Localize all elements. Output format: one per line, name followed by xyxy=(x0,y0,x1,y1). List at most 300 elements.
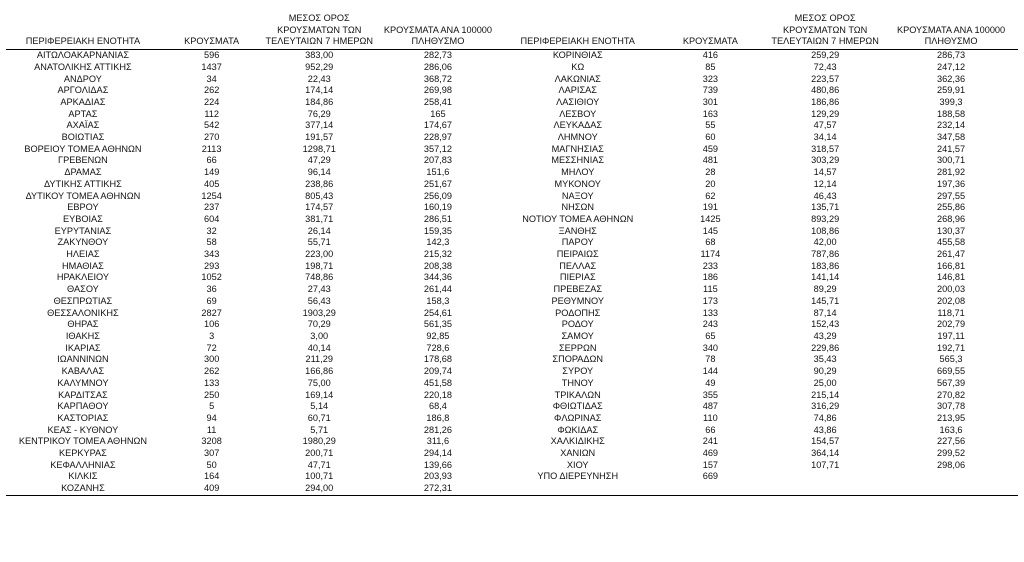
right-region-cell: ΥΠΟ ΔΙΕΡΕΥΝΗΣΗ xyxy=(537,471,619,482)
header-per100k-line-2: ΠΛΗΘΥΣΜΟ xyxy=(411,36,465,47)
right-region-cell: ΚΩ xyxy=(571,61,585,72)
right-region-cell: ΣΕΡΡΩΝ xyxy=(558,342,597,353)
table-row xyxy=(6,308,1018,320)
left-avg-7day-cell: 200,71 xyxy=(305,448,334,459)
left-avg-7day-cell: 184,86 xyxy=(305,96,334,107)
left-per100k-cell: 254,61 xyxy=(423,307,452,318)
right-per100k-cell: 163,6 xyxy=(939,424,963,435)
right-cases-cell: 481 xyxy=(702,155,719,166)
right-cases-cell: 78 xyxy=(705,354,716,365)
right-per100k-cell: 298,06 xyxy=(937,459,966,470)
right-cases-cell: 487 xyxy=(702,401,719,412)
table-body xyxy=(6,50,1018,496)
left-cases-cell: 224 xyxy=(203,96,220,107)
right-avg-7day-cell: 129,29 xyxy=(811,108,840,119)
left-avg-7day-cell: 211,29 xyxy=(305,354,333,365)
left-region-cell: ΚΕΝΤΡΙΚΟΥ ΤΟΜΕΑ ΑΘΗΝΩΝ xyxy=(18,436,147,447)
left-per100k-cell: 282,73 xyxy=(423,50,452,61)
right-cases-cell: 1174 xyxy=(700,249,721,260)
left-avg-7day-cell: 56,43 xyxy=(307,295,331,306)
right-cases-cell: 1425 xyxy=(700,213,721,224)
left-avg-7day-cell: 5,71 xyxy=(310,424,329,435)
left-per100k-cell: 561,35 xyxy=(423,319,452,330)
left-region-cell: ΚΑΡΔΙΤΣΑΣ xyxy=(58,389,108,400)
table-row xyxy=(6,50,1018,62)
right-per100k-cell: 362,36 xyxy=(937,73,966,84)
right-cases-cell: 110 xyxy=(703,412,718,423)
right-per100k-cell: 399,3 xyxy=(939,96,963,107)
left-per100k-cell: 258,41 xyxy=(423,96,452,107)
left-avg-7day-cell: 174,14 xyxy=(305,85,334,96)
right-avg-7day-cell: 74,86 xyxy=(813,412,837,423)
right-region-cell: ΝΟΤΙΟΥ ΤΟΜΕΑ ΑΘΗΝΩΝ xyxy=(522,213,634,224)
left-cases-cell: 72 xyxy=(206,342,217,353)
left-cases-cell: 66 xyxy=(206,155,217,166)
header-avg-left xyxy=(263,13,375,50)
right-cases-cell: 145 xyxy=(702,225,719,236)
right-avg-7day-cell: 14,57 xyxy=(813,167,837,178)
header-avg-line-3: ΤΕΛΕΥΤΑΙΩΝ 7 ΗΜΕΡΩΝ xyxy=(771,36,879,47)
left-region-cell: ΗΡΑΚΛΕΙΟΥ xyxy=(56,272,109,283)
left-per100k-cell: 207,83 xyxy=(423,155,452,166)
header-cases-right: ΚΡΟΥΣΜΑΤΑ xyxy=(655,13,767,50)
left-cases-cell: 2827 xyxy=(201,307,222,318)
left-avg-7day-cell: 383,00 xyxy=(305,50,334,61)
right-avg-7day-cell xyxy=(766,471,884,483)
right-region-cell: ΝΑΞΟΥ xyxy=(561,190,594,201)
left-region-cell: ΑΝΑΤΟΛΙΚΗΣ ΑΤΤΙΚΗΣ xyxy=(34,61,132,72)
right-cases-cell: 233 xyxy=(702,260,719,271)
right-per100k-cell: 247,12 xyxy=(937,61,966,72)
right-avg-7day-cell: 318,57 xyxy=(811,143,840,154)
right-avg-7day-cell: 480,86 xyxy=(811,85,840,96)
right-region-cell: ΛΕΥΚΑΔΑΣ xyxy=(553,120,603,131)
left-region-cell: ΕΥΡΥΤΑΝΙΑΣ xyxy=(54,225,112,236)
left-region-cell: ΘΗΡΑΣ xyxy=(67,319,99,330)
right-avg-7day-cell: 215,14 xyxy=(811,389,840,400)
left-avg-7day-cell: 1903,29 xyxy=(302,307,336,318)
right-cases-cell: 133 xyxy=(702,307,719,318)
left-region-cell: ΚΑΣΤΟΡΙΑΣ xyxy=(57,412,109,423)
left-avg-7day-cell: 174,57 xyxy=(305,202,334,213)
left-avg-7day-cell: 238,86 xyxy=(305,178,334,189)
left-cases-cell: 5 xyxy=(209,401,215,412)
right-cases-cell: 186 xyxy=(702,272,719,283)
left-region-cell: ΗΛΕΙΑΣ xyxy=(66,249,100,260)
right-cases-cell: 144 xyxy=(702,366,719,377)
table-row xyxy=(6,249,1018,261)
right-avg-7day-cell: 108,86 xyxy=(811,225,840,236)
left-per100k-cell: 220,18 xyxy=(423,389,452,400)
left-cases-cell: 149 xyxy=(203,167,220,178)
right-cases-cell: 355 xyxy=(702,389,719,400)
table-row xyxy=(6,483,1018,495)
right-avg-7day-cell xyxy=(766,483,884,495)
right-region-cell: ΣΠΟΡΑΔΩΝ xyxy=(552,354,604,365)
left-cases-cell: 604 xyxy=(203,213,220,224)
left-region-cell: ΑΧΑΪΑΣ xyxy=(66,120,100,131)
left-cases-cell: 3208 xyxy=(201,436,222,447)
table-row xyxy=(6,471,1018,483)
right-avg-7day-cell: 47,57 xyxy=(813,120,837,131)
left-region-cell: ΚΟΖΑΝΗΣ xyxy=(6,483,160,495)
right-per100k-cell: 297,55 xyxy=(937,190,966,201)
left-region-cell: ΚΕΡΚΥΡΑΣ xyxy=(58,448,107,459)
left-cases-cell: 106 xyxy=(203,319,220,330)
left-region-cell: ΘΑΣΟΥ xyxy=(67,284,99,295)
right-avg-7day-cell: 43,29 xyxy=(813,330,837,341)
left-per100k-cell: 368,72 xyxy=(423,73,452,84)
left-per100k-cell: 159,35 xyxy=(423,225,452,236)
right-per100k-cell: 565,3 xyxy=(939,354,963,365)
right-avg-7day-cell: 303,29 xyxy=(811,155,840,166)
left-per100k-cell: 256,09 xyxy=(423,190,452,201)
right-cases-cell: 60 xyxy=(705,132,716,143)
right-region-cell: ΡΕΘΥΜΝΟΥ xyxy=(551,295,604,306)
left-region-cell: ΔΥΤΙΚΟΥ ΤΟΜΕΑ ΑΘΗΝΩΝ xyxy=(25,190,141,201)
table-row xyxy=(6,460,1018,472)
left-avg-7day-cell: 40,14 xyxy=(307,342,331,353)
right-region-cell: ΠΕΙΡΑΙΩΣ xyxy=(556,249,599,260)
right-region-cell: ΣΥΡΟΥ xyxy=(562,366,594,377)
right-per100k-cell xyxy=(884,471,1018,483)
right-per100k-cell: 268,96 xyxy=(937,213,966,224)
left-per100k-cell: 272,31 xyxy=(375,483,501,495)
table-row xyxy=(6,74,1018,86)
right-region-cell: ΞΑΝΘΗΣ xyxy=(558,225,597,236)
right-per100k-cell: 300,71 xyxy=(937,155,966,166)
left-cases-cell: 1052 xyxy=(201,272,222,283)
table-row xyxy=(6,343,1018,355)
header-avg-line-1: ΜΕΣΟΣ ΟΡΟΣ xyxy=(794,13,856,23)
table-row xyxy=(6,436,1018,448)
table-row xyxy=(6,366,1018,378)
left-per100k-cell: 203,93 xyxy=(423,471,452,482)
left-per100k-cell: 344,36 xyxy=(423,272,452,283)
left-avg-7day-cell: 1980,29 xyxy=(302,436,336,447)
header-avg-line-2: ΚΡΟΥΣΜΑΤΩΝ ΤΩΝ xyxy=(277,24,362,35)
left-per100k-cell: 165 xyxy=(430,108,446,119)
left-cases-cell: 94 xyxy=(206,412,217,423)
right-region-cell: ΜΑΓΝΗΣΙΑΣ xyxy=(551,143,604,154)
table-row xyxy=(6,97,1018,109)
right-avg-7day-cell: 42,00 xyxy=(813,237,837,248)
left-region-cell: ΚΕΑΣ - ΚΥΘΝΟΥ xyxy=(47,424,119,435)
right-avg-7day-cell: 893,29 xyxy=(811,213,840,224)
left-region-cell: ΚΕΦΑΛΛΗΝΙΑΣ xyxy=(50,459,116,470)
left-cases-cell: 343 xyxy=(203,249,220,260)
right-region-cell: ΛΕΣΒΟΥ xyxy=(559,108,597,119)
table-row xyxy=(6,144,1018,156)
header-per100k-left xyxy=(375,13,501,50)
header-per100k-right xyxy=(884,13,1018,50)
right-per100k-cell: 227,56 xyxy=(937,436,966,447)
right-region-cell: ΠΑΡΟΥ xyxy=(561,237,594,248)
right-region-cell: ΦΘΙΩΤΙΔΑΣ xyxy=(552,401,603,412)
left-per100k-cell: 151,6 xyxy=(426,167,450,178)
left-per100k-cell: 178,68 xyxy=(423,354,452,365)
right-per100k-cell: 347,58 xyxy=(937,132,966,143)
header-avg-line-1: ΜΕΣΟΣ ΟΡΟΣ xyxy=(288,13,350,23)
right-region-cell: ΣΑΜΟΥ xyxy=(561,330,594,341)
right-avg-7day-cell: 186,86 xyxy=(811,96,840,107)
left-cases-cell: 250 xyxy=(203,389,220,400)
table-row xyxy=(6,214,1018,226)
right-cases-cell: 459 xyxy=(702,143,719,154)
left-region-cell: ΒΟΙΩΤΙΑΣ xyxy=(61,132,105,143)
left-cases-cell: 11 xyxy=(206,424,217,435)
right-per100k-cell: 261,47 xyxy=(937,249,966,260)
right-region-cell: ΜΕΣΣΗΝΙΑΣ xyxy=(551,155,605,166)
right-avg-7day-cell: 107,71 xyxy=(811,459,840,470)
left-per100k-cell: 286,51 xyxy=(423,213,452,224)
right-region-cell: ΤΗΝΟΥ xyxy=(561,377,594,388)
right-per100k-cell: 197,11 xyxy=(937,330,965,341)
right-cases-cell: 55 xyxy=(705,120,716,131)
right-per100k-cell: 232,14 xyxy=(937,120,966,131)
cases-table-container xyxy=(6,13,1018,496)
right-avg-7day-cell: 316,29 xyxy=(811,401,840,412)
table-row xyxy=(6,179,1018,191)
right-avg-7day-cell: 89,29 xyxy=(813,284,837,295)
left-cases-cell: 596 xyxy=(203,50,220,61)
right-per100k-cell: 192,71 xyxy=(937,342,966,353)
right-region-cell: ΠΡΕΒΕΖΑΣ xyxy=(553,284,603,295)
right-region-cell: ΧΑΛΚΙΔΙΚΗΣ xyxy=(550,436,605,447)
left-per100k-cell: 139,66 xyxy=(423,459,452,470)
right-per100k-cell: 255,86 xyxy=(937,202,966,213)
left-avg-7day-cell: 223,00 xyxy=(305,249,334,260)
left-cases-cell: 307 xyxy=(203,448,220,459)
left-avg-7day-cell: 1298,71 xyxy=(302,143,336,154)
right-region-cell: ΛΑΣΙΘΙΟΥ xyxy=(556,96,600,107)
right-region-cell: ΡΟΔΟΥ xyxy=(561,319,594,330)
left-per100k-cell: 294,14 xyxy=(423,448,452,459)
right-cases-cell: 416 xyxy=(702,50,719,61)
right-cases-cell: 163 xyxy=(702,108,719,119)
right-cases-cell: 301 xyxy=(702,96,719,107)
right-cases-cell: 65 xyxy=(705,330,716,341)
header-row xyxy=(6,13,1018,50)
right-per100k-cell: 259,91 xyxy=(937,85,966,96)
left-per100k-cell: 158,3 xyxy=(426,295,450,306)
left-cases-cell: 1437 xyxy=(201,61,222,72)
right-cases-cell: 241 xyxy=(702,436,719,447)
left-cases-cell: 405 xyxy=(203,178,220,189)
left-avg-7day-cell: 198,71 xyxy=(305,260,334,271)
right-avg-7day-cell: 35,43 xyxy=(813,354,837,365)
right-cases-cell: 66 xyxy=(705,424,716,435)
left-cases-cell: 2113 xyxy=(201,143,222,154)
header-per100k-line-2: ΠΛΗΘΥΣΜΟ xyxy=(924,36,978,47)
table-row xyxy=(6,132,1018,144)
right-cases-cell: 20 xyxy=(705,178,716,189)
right-cases-cell: 115 xyxy=(703,284,718,295)
left-cases-cell: 34 xyxy=(206,73,217,84)
left-region-cell: ΔΡΑΜΑΣ xyxy=(64,167,102,178)
header-region-left: ΠΕΡΙΦΕΡΕΙΑΚΗ ΕΝΟΤΗΤΑ xyxy=(6,13,160,50)
left-avg-7day-cell: 191,57 xyxy=(305,132,334,143)
left-per100k-cell: 281,26 xyxy=(423,424,452,435)
left-cases-cell: 164 xyxy=(203,471,220,482)
right-region-cell: ΦΛΩΡΙΝΑΣ xyxy=(554,412,602,423)
right-cases-cell: 28 xyxy=(705,167,716,178)
left-cases-cell: 262 xyxy=(203,85,220,96)
left-avg-7day-cell: 294,00 xyxy=(263,483,375,495)
table-row xyxy=(6,62,1018,74)
left-region-cell: ΗΜΑΘΙΑΣ xyxy=(62,260,104,271)
left-per100k-cell: 251,67 xyxy=(423,178,452,189)
table-row xyxy=(6,155,1018,167)
right-avg-7day-cell: 135,71 xyxy=(811,202,840,213)
right-avg-7day-cell: 43,86 xyxy=(813,424,837,435)
left-cases-cell: 270 xyxy=(203,132,220,143)
left-cases-cell: 69 xyxy=(206,295,217,306)
right-region-cell: ΛΑΚΩΝΙΑΣ xyxy=(554,73,601,84)
left-region-cell: ΑΡΚΑΔΙΑΣ xyxy=(60,96,106,107)
left-cases-cell: 133 xyxy=(203,377,220,388)
left-cases-cell: 32 xyxy=(206,225,217,236)
table-row xyxy=(6,296,1018,308)
right-per100k-cell: 188,58 xyxy=(937,108,966,119)
table-row xyxy=(6,191,1018,203)
left-avg-7day-cell: 76,29 xyxy=(307,108,331,119)
right-per100k-cell: 130,37 xyxy=(937,225,966,236)
header-avg-line-3: ΤΕΛΕΥΤΑΙΩΝ 7 ΗΜΕΡΩΝ xyxy=(265,36,373,47)
right-per100k-cell: 166,81 xyxy=(937,260,966,271)
header-avg-line-2: ΚΡΟΥΣΜΑΤΩΝ ΤΩΝ xyxy=(782,24,868,35)
table-row xyxy=(6,331,1018,343)
left-avg-7day-cell: 952,29 xyxy=(305,61,334,72)
left-avg-7day-cell: 5,14 xyxy=(310,401,329,412)
left-per100k-cell: 451,58 xyxy=(423,377,452,388)
right-region-cell: ΧΑΝΙΩΝ xyxy=(560,448,596,459)
left-avg-7day-cell: 3,00 xyxy=(310,330,329,341)
right-region-cell: ΤΡΙΚΑΛΩΝ xyxy=(554,389,601,400)
table-row xyxy=(6,354,1018,366)
left-avg-7day-cell: 75,00 xyxy=(307,377,331,388)
left-per100k-cell: 286,06 xyxy=(423,61,452,72)
right-cases-cell xyxy=(655,483,767,495)
left-region-cell: ΙΘΑΚΗΣ xyxy=(65,330,100,341)
left-avg-7day-cell: 377,14 xyxy=(305,120,334,131)
right-per100k-cell: 213,95 xyxy=(937,412,966,423)
right-cases-cell: 173 xyxy=(702,295,719,306)
right-avg-7day-cell: 87,14 xyxy=(813,307,837,318)
right-region-cell: ΧΙΟΥ xyxy=(566,459,589,470)
table-row xyxy=(6,226,1018,238)
header-region-right: ΠΕΡΙΦΕΡΕΙΑΚΗ ΕΝΟΤΗΤΑ xyxy=(501,13,655,50)
left-avg-7day-cell: 169,14 xyxy=(305,389,334,400)
table-row xyxy=(6,109,1018,121)
left-region-cell: ΓΡΕΒΕΝΩΝ xyxy=(58,155,108,166)
right-avg-7day-cell: 72,43 xyxy=(813,61,837,72)
table-row xyxy=(6,167,1018,179)
right-per100k-cell: 118,71 xyxy=(937,307,965,318)
left-region-cell: ΘΕΣΣΑΛΟΝΙΚΗΣ xyxy=(47,307,119,318)
table-row xyxy=(6,448,1018,460)
left-avg-7day-cell: 47,71 xyxy=(307,459,331,470)
left-avg-7day-cell: 166,86 xyxy=(305,366,334,377)
left-region-cell: ΑΝΔΡΟΥ xyxy=(63,73,102,84)
left-region-cell: ΕΒΡΟΥ xyxy=(67,202,99,213)
left-region-cell: ΖΑΚΥΝΘΟΥ xyxy=(57,237,109,248)
right-avg-7day-cell: 259,29 xyxy=(811,50,840,61)
right-per100k-cell: 241,57 xyxy=(937,143,966,154)
left-per100k-cell: 186,8 xyxy=(426,412,450,423)
left-region-cell: ΔΥΤΙΚΗΣ ΑΤΤΙΚΗΣ xyxy=(43,178,122,189)
left-cases-cell: 409 xyxy=(160,483,264,495)
right-avg-7day-cell: 364,14 xyxy=(811,448,840,459)
left-region-cell: ΑΡΤΑΣ xyxy=(68,108,98,119)
left-region-cell: ΚΙΛΚΙΣ xyxy=(68,471,98,482)
left-cases-cell: 3 xyxy=(209,330,215,341)
right-per100k-cell: 286,73 xyxy=(937,50,966,61)
right-per100k-cell: 455,58 xyxy=(937,237,966,248)
right-per100k-cell: 200,03 xyxy=(937,284,966,295)
right-per100k-cell xyxy=(884,483,1018,495)
left-per100k-cell: 311,6 xyxy=(426,436,450,447)
right-avg-7day-cell: 46,43 xyxy=(813,190,837,201)
right-per100k-cell: 307,78 xyxy=(937,401,966,412)
left-region-cell: ΒΟΡΕΙΟΥ ΤΟΜΕΑ ΑΘΗΝΩΝ xyxy=(24,143,142,154)
left-per100k-cell: 261,44 xyxy=(423,284,452,295)
left-region-cell: ΚΑΒΑΛΑΣ xyxy=(61,366,105,377)
right-per100k-cell: 197,36 xyxy=(937,178,966,189)
left-cases-cell: 262 xyxy=(203,366,220,377)
right-cases-cell: 243 xyxy=(702,319,719,330)
right-region-cell: ΛΗΜΝΟΥ xyxy=(557,132,598,143)
left-avg-7day-cell: 100,71 xyxy=(305,471,334,482)
right-avg-7day-cell: 152,43 xyxy=(811,319,840,330)
right-cases-cell: 49 xyxy=(705,377,716,388)
header-per100k-line-1: ΚΡΟΥΣΜΑΤΑ ΑΝΑ 100000 xyxy=(896,24,1006,35)
table-row xyxy=(6,237,1018,249)
left-cases-cell: 300 xyxy=(203,354,220,365)
left-region-cell: ΙΩΑΝΝΙΝΩΝ xyxy=(57,354,109,365)
right-per100k-cell: 567,39 xyxy=(937,377,966,388)
right-region-cell: ΜΗΛΟΥ xyxy=(561,167,595,178)
right-cases-cell: 191 xyxy=(702,202,719,213)
right-cases-cell: 62 xyxy=(705,190,716,201)
right-per100k-cell: 270,82 xyxy=(937,389,966,400)
left-cases-cell: 1254 xyxy=(201,190,222,201)
right-avg-7day-cell: 154,57 xyxy=(811,436,840,447)
right-per100k-cell: 146,81 xyxy=(937,272,966,283)
left-per100k-cell: 228,97 xyxy=(423,132,452,143)
table-row xyxy=(6,390,1018,402)
left-cases-cell: 36 xyxy=(206,284,217,295)
right-avg-7day-cell: 183,86 xyxy=(811,260,840,271)
table-row xyxy=(6,425,1018,437)
left-region-cell: ΑΡΓΟΛΙΔΑΣ xyxy=(57,85,109,96)
right-cases-cell: 323 xyxy=(702,73,719,84)
cases-by-region-table xyxy=(6,13,1018,496)
left-per100k-cell: 160,19 xyxy=(423,202,452,213)
right-region-cell: ΦΩΚΙΔΑΣ xyxy=(557,424,599,435)
left-region-cell: ΘΕΣΠΡΩΤΙΑΣ xyxy=(53,295,113,306)
table-row xyxy=(6,284,1018,296)
left-avg-7day-cell: 96,14 xyxy=(307,167,331,178)
right-avg-7day-cell: 223,57 xyxy=(811,73,840,84)
left-per100k-cell: 68,4 xyxy=(428,401,447,412)
left-avg-7day-cell: 47,29 xyxy=(307,155,331,166)
right-cases-cell: 157 xyxy=(702,459,719,470)
table-row xyxy=(6,202,1018,214)
left-avg-7day-cell: 27,43 xyxy=(307,284,331,295)
table-row xyxy=(6,261,1018,273)
left-per100k-cell: 357,12 xyxy=(423,143,452,154)
